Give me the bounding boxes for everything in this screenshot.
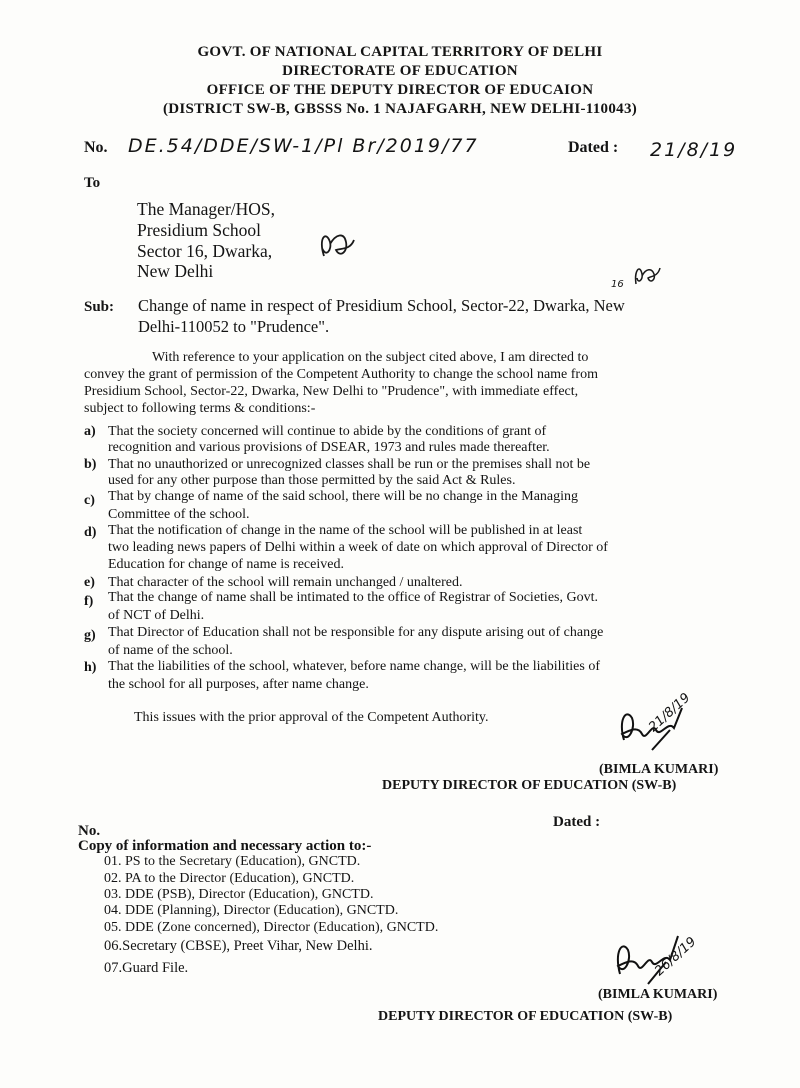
condition-line: used for any other purpose than those permitted by the said Act & Rules. <box>108 473 516 488</box>
subject-line-2: Delhi-110052 to "Prudence". <box>138 317 330 336</box>
copy-list-item: 04. DDE (Planning), Director (Education), GNCTD. <box>104 903 399 918</box>
signatory-name: (BIMLA KUMARI) <box>599 762 719 777</box>
initials-mark-icon <box>632 262 662 288</box>
subject-label: Sub: <box>84 299 115 315</box>
initials-mark-icon <box>316 228 356 262</box>
ref-dated-label: Dated : <box>568 139 619 156</box>
condition-marker: b) <box>84 457 97 472</box>
condition-marker: h) <box>84 660 97 675</box>
condition-line: That the notification of change in the name of the school will be published in at least <box>108 523 583 538</box>
signatory-name: (BIMLA KUMARI) <box>598 987 718 1002</box>
condition-line: That Director of Education shall not be responsible for any dispute arising out of change <box>108 625 604 640</box>
condition-marker: d) <box>84 525 97 540</box>
copy-heading: Copy of information and necessary action to:- <box>78 838 372 854</box>
signatory-title: DEPUTY DIRECTOR OF EDUCATION (SW-B) <box>382 778 677 793</box>
copy-list-item: 01. PS to the Secretary (Education), GNCTD. <box>104 854 361 869</box>
addressee-line-2: Presidium School <box>137 220 261 240</box>
signatory-title: DEPUTY DIRECTOR OF EDUCATION (SW-B) <box>378 1009 673 1024</box>
condition-line: of name of the school. <box>108 643 233 658</box>
condition-line: Education for change of name is received. <box>108 557 344 572</box>
condition-line: the school for all purposes, after name change. <box>108 677 369 692</box>
condition-marker: a) <box>84 424 96 439</box>
addressee-line-4: New Delhi <box>137 261 214 281</box>
subject-line-1: Change of name in respect of Presidium School, Sector-22, Dwarka, New <box>138 296 625 315</box>
copy-no-label: No. <box>78 823 101 839</box>
intro-line-1: With reference to your application on the subject cited above, I am directed to <box>152 350 589 365</box>
copy-list-item: 05. DDE (Zone concerned), Director (Education), GNCTD. <box>104 920 439 935</box>
header-office: OFFICE OF THE DEPUTY DIRECTOR OF EDUCAION <box>206 82 594 98</box>
copy-list-item: 02. PA to the Director (Education), GNCTD. <box>104 871 355 886</box>
condition-line: That the liabilities of the school, whatever, before name change, will be the liabilities of <box>108 659 600 674</box>
condition-line: recognition and various provisions of DSEAR, 1973 and rules made thereafter. <box>108 440 550 455</box>
condition-line: That character of the school will remain unchanged / unaltered. <box>108 575 463 590</box>
header-district: (DISTRICT SW-B, GBSSS No. 1 NAJAFGARH, NEW DELHI-110043) <box>162 101 638 117</box>
ref-no-label: No. <box>84 139 108 156</box>
condition-line: of NCT of Delhi. <box>108 608 205 623</box>
intro-line-4: subject to following terms & conditions:- <box>84 401 316 416</box>
condition-line: That the change of name shall be intimated to the office of Registrar of Societies, Govt. <box>108 590 598 605</box>
condition-line: Committee of the school. <box>108 507 250 522</box>
signature-date-handwritten: 21/8/19 <box>646 690 694 736</box>
condition-marker: e) <box>84 575 95 590</box>
condition-marker: f) <box>84 594 94 609</box>
ref-no-handwritten: DE.54/DDE/SW-1/Pl Br/2019/77 <box>128 135 479 157</box>
condition-line: That no unauthorized or unrecognized classes shall be run or the premises shall not be <box>108 457 591 472</box>
copy-list-item: 07.Guard File. <box>104 960 189 976</box>
signature-date-handwritten: 26/8/19 <box>652 934 700 980</box>
condition-line: That the society concerned will continue to abide by the conditions of grant of <box>108 424 547 439</box>
approval-statement: This issues with the prior approval of the Competent Authority. <box>134 710 489 725</box>
header-directorate: DIRECTORATE OF EDUCATION <box>282 63 518 79</box>
copy-dated-label: Dated : <box>553 814 601 830</box>
to-label: To <box>84 175 101 191</box>
condition-marker: c) <box>84 493 95 508</box>
intro-line-3: Presidium School, Sector-22, Dwarka, New Delhi to "Prudence", with immediate effect, <box>84 384 579 399</box>
condition-line: That by change of name of the said school, there will be no change in the Managing <box>108 489 579 504</box>
condition-line: two leading news papers of Delhi within a week of date on which approval of Director of <box>108 540 608 555</box>
header-government: GOVT. OF NATIONAL CAPITAL TERRITORY OF DELHI <box>197 44 603 60</box>
subject-correction-handwritten: 16 <box>611 279 624 290</box>
copy-list-item: 06.Secretary (CBSE), Preet Vihar, New Delhi. <box>104 938 373 954</box>
condition-marker: g) <box>84 628 96 643</box>
addressee-line-1: The Manager/HOS, <box>137 199 276 219</box>
copy-list-item: 03. DDE (PSB), Director (Education), GNCTD. <box>104 887 374 902</box>
ref-dated-handwritten: 21/8/19 <box>650 139 738 161</box>
intro-line-2: convey the grant of permission of the Competent Authority to change the school name from <box>84 367 598 382</box>
addressee-line-3: Sector 16, Dwarka, <box>137 241 273 261</box>
